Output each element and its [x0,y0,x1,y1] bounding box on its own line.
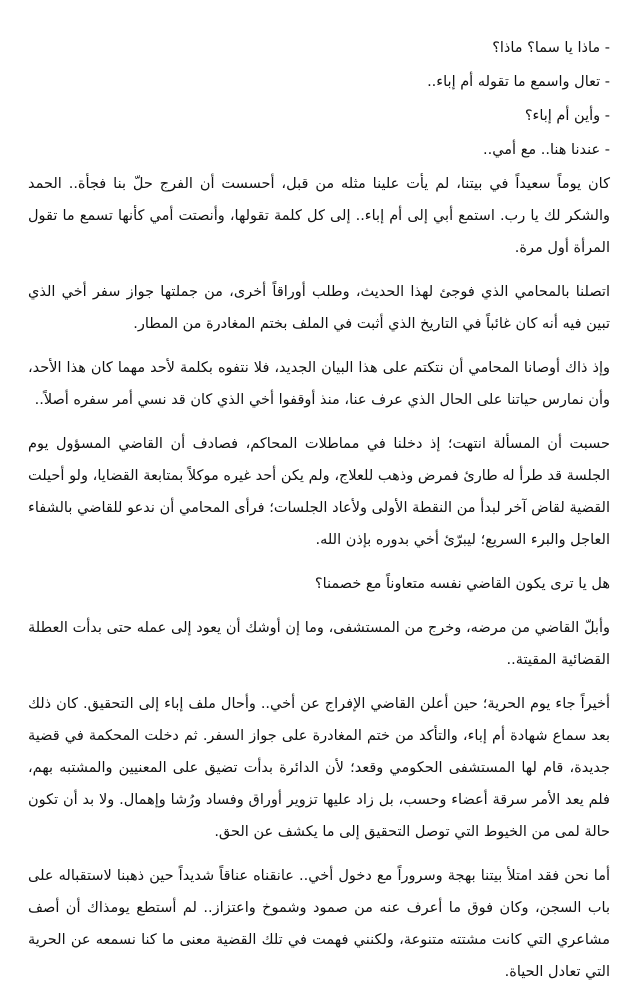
paragraph: وأبلّ القاضي من مرضه، وخرج من المستشفى، وما إن أوشك أن يعود إلى عمله حتى بدأت العطلة القضائية المقيتة.. [28,620,610,668]
paragraph: وإذ ذاك أوصانا المحامي أن نتكتم على هذا البيان الجديد، فلا نتفوه بكلمة لأحد مهما كان هذا الأحد، وأن نمارس حياتنا على الحال الذي عرف عنا، منذ أوقفوا أخي الذي كان قد نسي أمر سفره أصلاً.. [28,360,610,408]
paragraph: أما نحن فقد امتلأ بيتنا بهجة وسروراً مع دخول أخي.. عانقناه عناقاً شديداً حين ذهبنا لاستقباله على باب السجن، وكان فوق ما أعرف عنه من صمود وشموخ واعتزاز.. لم أستطع يومذاك أن أصف مشاعري التي كانت مشتته متنوعة، ولكنني فهمت في تلك القضية معنى ما كنا نسمعه عن الحرية التي تعادل الحياة. [28,868,610,980]
dialogue-line: - عندنا هنا.. مع أمي.. [482,142,610,158]
dialogue-line: - وأين أم إباء؟ [524,108,610,124]
paragraph: هل يا ترى يكون القاضي نفسه متعاوناً مع خصمنا؟ [314,576,610,592]
dialogue-line: - تعال واسمع ما تقوله أم إباء.. [427,74,610,90]
dialogue-line: - ماذا يا سما؟ ماذا؟ [492,40,610,56]
paragraph: أخيراً جاء يوم الحرية؛ حين أعلن القاضي الإفراج عن أخي.. وأحال ملف إباء إلى التحقيق. كان ذلك بعد سماع شهادة أم إباء، والتأكد من ختم المغادرة على جواز السفر. ثم دخلت المحكمة في قضية جديدة، قام لها المستشفى الحكومي وقعد؛ لأن الدائرة بدأت تضيق على المعنيين والمشتبه بهم، فلم يعد الأمر سرقة أعضاء وحسب، بل زاد عليها تزوير أوراق وفساد ورُشا وإهمال. ولا بد أن تكون حالة لمى من الخيوط التي توصل التحقيق إلى ما يكشف عن الحق. [28,696,610,840]
paragraph: حسبت أن المسألة انتهت؛ إذ دخلنا في مماطلات المحاكم، فصادف أن القاضي المسؤول يوم الجلسة قد طرأ له طارئ فمرض وذهب للعلاج، ولم يكن أحد غيره موكلاً بمتابعة القضايا، ولو أحيلت القضية لقاض آخر لبدأ من النقطة الأولى ولأعاد الجلسات؛ فرأى المحامي أن ندعو للقاضي بالشفاء العاجل والبرء السريع؛ ليبرّئ أخي بدوره بإذن الله. [28,436,610,548]
paragraph: اتصلنا بالمحامي الذي فوجئ لهذا الحديث، وطلب أوراقاً أخرى، من جملتها جواز سفر أخي الذي تبين فيه أنه كان غائباً في التاريخ الذي أثبت في الملف بختم المغادرة من المطار. [28,284,610,332]
paragraph: كان يوماً سعيداً في بيتنا، لم يأت علينا مثله من قبل، أحسست أن الفرج حلّ بنا فجأة.. الحمد والشكر لك يا رب. استمع أبي إلى أم إباء.. إلى كل كلمة تقولها، وأنصتت أمي كأنها تسمع ما تقول المرأة أول مرة. [28,176,610,256]
